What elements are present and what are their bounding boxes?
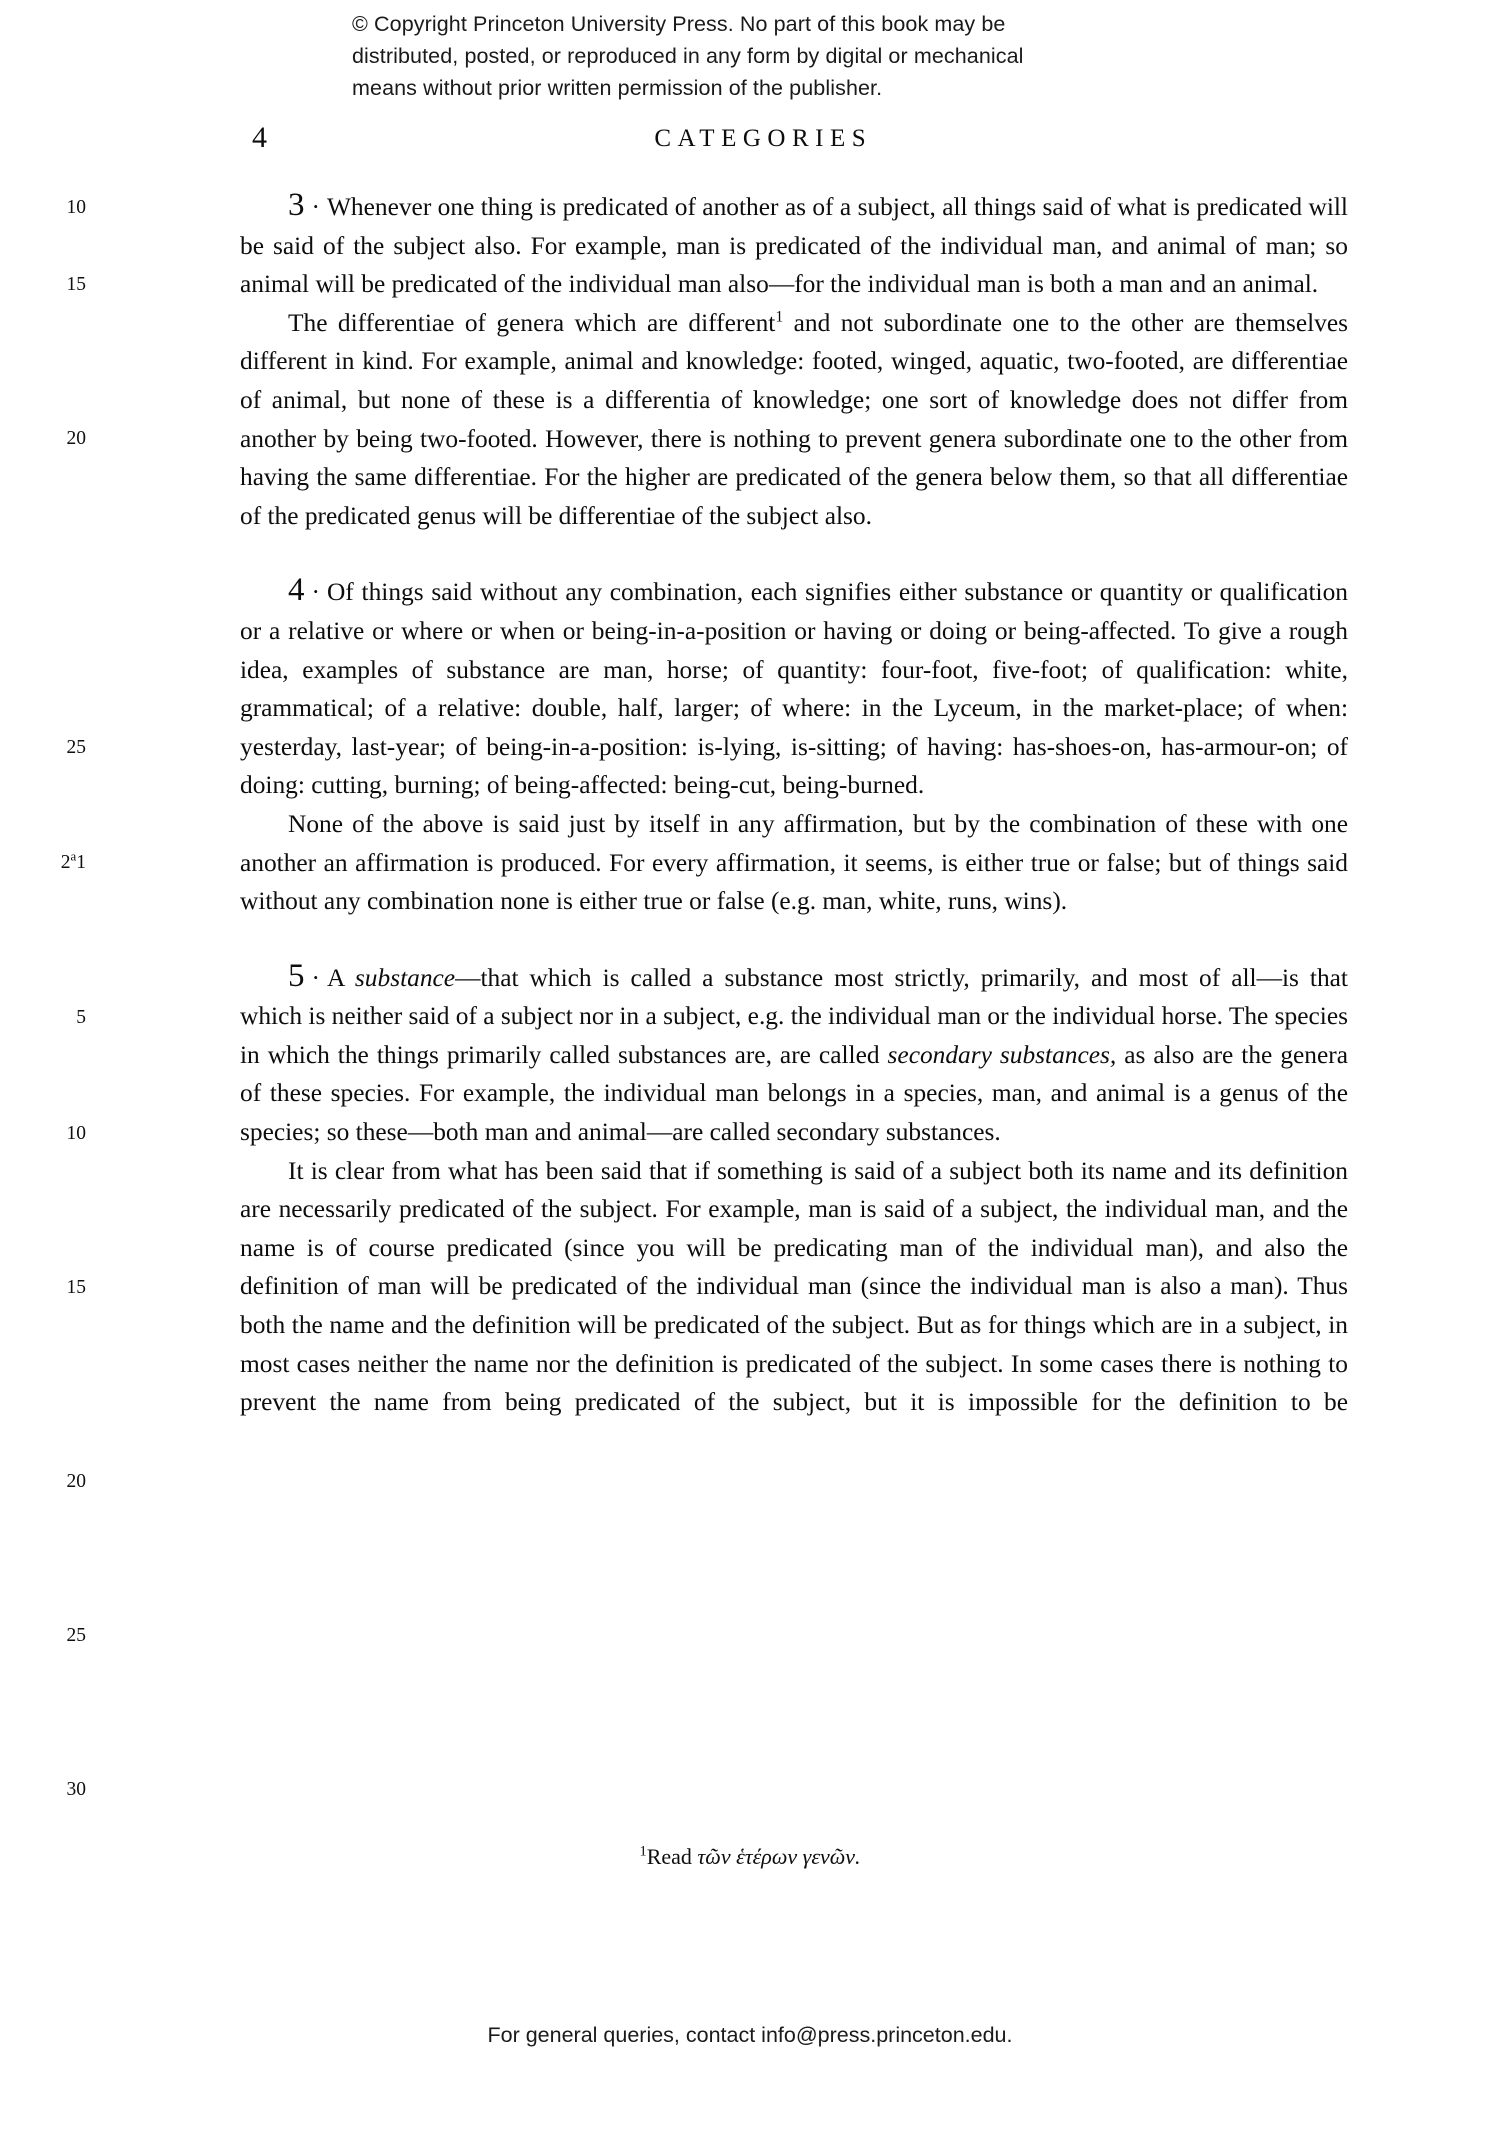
section-separator: · (311, 578, 320, 607)
copyright-line-1: © Copyright Princeton University Press. No part of this book may be (352, 12, 1006, 36)
line-number: 15 (66, 1277, 86, 1298)
bekker-reference: 2$^a$1 (60, 849, 86, 873)
section-5-paragraph-2-text: It is clear from what has been said that if something is said of a subject both its name and its definition are necessarily predicated of the subject. For example, man is said of a subject, the individual man, and the name is of course predicated (since you will be predicating man of the individual man), and also the definition of man will be predicated of the individual man (since the individual man is also a man). Thus both the name and the definition will be predicated of the subject. But as for things which are in a subject, in most cases neither the name nor the definition is predicated of the subject. In some cases there is nothing to prevent the name from being predicated of the subject, but it is impossible for the definition to be (240, 1156, 1348, 1417)
page-footer-text: For general queries, contact info@press.princeton.edu. (487, 2023, 1013, 2047)
section-separator: · (311, 193, 320, 221)
section-5-lead: A (326, 963, 355, 992)
running-head (170, 118, 1350, 164)
section-4-paragraph-1 (240, 573, 1348, 805)
line-number: 10 (66, 197, 86, 218)
section-4-paragraph-2 (240, 805, 1348, 921)
line-number: 10 (66, 1123, 86, 1144)
differentiae-text-part-2: and not subordinate one to the other are themselves different in kind. For example, animal and knowledge: footed, winged, aquatic, two-footed, are differentiae of animal, but none of these is a differentia of knowledge; one sort of knowledge does not differ from another by being two-footed. However, there is nothing to prevent genera subordinate one to the other from having the same differentiae. For the higher are predicated of the genera below them, so that all differentiae of the predicated genus will be differentiae of the subject also. (240, 308, 1348, 530)
page-title: CATEGORIES (654, 125, 873, 152)
body-text-column (240, 188, 1348, 1460)
footnote-reference: 1 (775, 308, 784, 326)
line-number: 5 (76, 1007, 86, 1028)
copyright-line-2: distributed, posted, or reproduced in any form by digital or mechanical (352, 44, 1024, 68)
section-5-text-part-2: as also are the genera of these species. For example, the individual man belongs in a species, man, and animal is a genus of the species; so these—both man and animal—are called secondary substances. (240, 1040, 1348, 1147)
differentiae-text-part-1: The differentiae of genera which are different (288, 308, 776, 337)
page-footer (0, 2020, 1500, 2050)
footnote-greek-text: τῶν ἑτέρων γενῶν. (697, 1844, 861, 1869)
line-number: 15 (66, 274, 86, 295)
section-3-paragraph-2 (240, 304, 1348, 536)
footnote-lead: Read (646, 1844, 698, 1869)
bekker-column-superscript: a (70, 849, 77, 864)
section-4-paragraph-2-text: None of the above is said just by itself in any affirmation, but by the combination of these with one another an affirmation is produced. For every affirmation, it seems, is either true or false; but of things said without any combination none is either true or false (e.g. man, white, runs, wins). (240, 809, 1348, 916)
footnote (0, 1842, 1500, 1872)
line-number: 20 (66, 428, 86, 449)
italic-term-secondary-substances: secondary substances, (887, 1040, 1117, 1069)
section-3-text: Whenever one thing is predicated of another as of a subject, all things said of what is predicated will be said of the subject also. For example, man is predicated of the individual man, and animal of man; so animal will be predicated of the individual man also—for the individual man is both a man and an animal. (240, 193, 1348, 299)
line-number: 30 (66, 1779, 86, 1800)
section-number-4: 4 (288, 572, 305, 609)
line-number: 25 (66, 1625, 86, 1646)
footnote-marker: 1 (639, 1843, 647, 1860)
line-number: 20 (66, 1471, 86, 1492)
line-number: 25 (66, 737, 86, 758)
section-number-3: 3 (288, 187, 305, 223)
section-3-paragraph-1 (240, 188, 1348, 304)
section-5-paragraph-2 (240, 1152, 1348, 1461)
section-5-text-part-1: —that which is called a substance most strictly, primarily, and most of all—is that which is neither said of a subject nor in a subject, e.g. the individual man or the individual horse. The species in which the things primarily called substances are, are called (240, 963, 1348, 1069)
copyright-line-3: means without prior written permission of the publisher. (352, 76, 883, 100)
section-number-5: 5 (288, 957, 305, 994)
page-number: 4 (252, 121, 267, 154)
italic-term-substance: substance (354, 963, 456, 992)
section-5-paragraph-1 (240, 959, 1348, 1152)
section-separator: · (311, 963, 320, 992)
section-4-text: Of things said without any combination, each signifies either substance or quantity or qualification or a relative or where or when or being-in-a-position or having or doing or being-affected. To give a rough idea, examples of substance are man, horse; of quantity: four-foot, five-foot; of qualification: white, grammatical; of a relative: double, half, larger; of where: in the Lyceum, in the market-place; of when: yesterday, last-year; of being-in-a-position: is-lying, is-sitting; of having: has-shoes-on, has-armour-on; of doing: cutting, burning; of being-affected: being-cut, being-burned. (240, 578, 1348, 800)
copyright-notice (352, 8, 1142, 104)
line-number-margin (0, 0, 240, 2156)
